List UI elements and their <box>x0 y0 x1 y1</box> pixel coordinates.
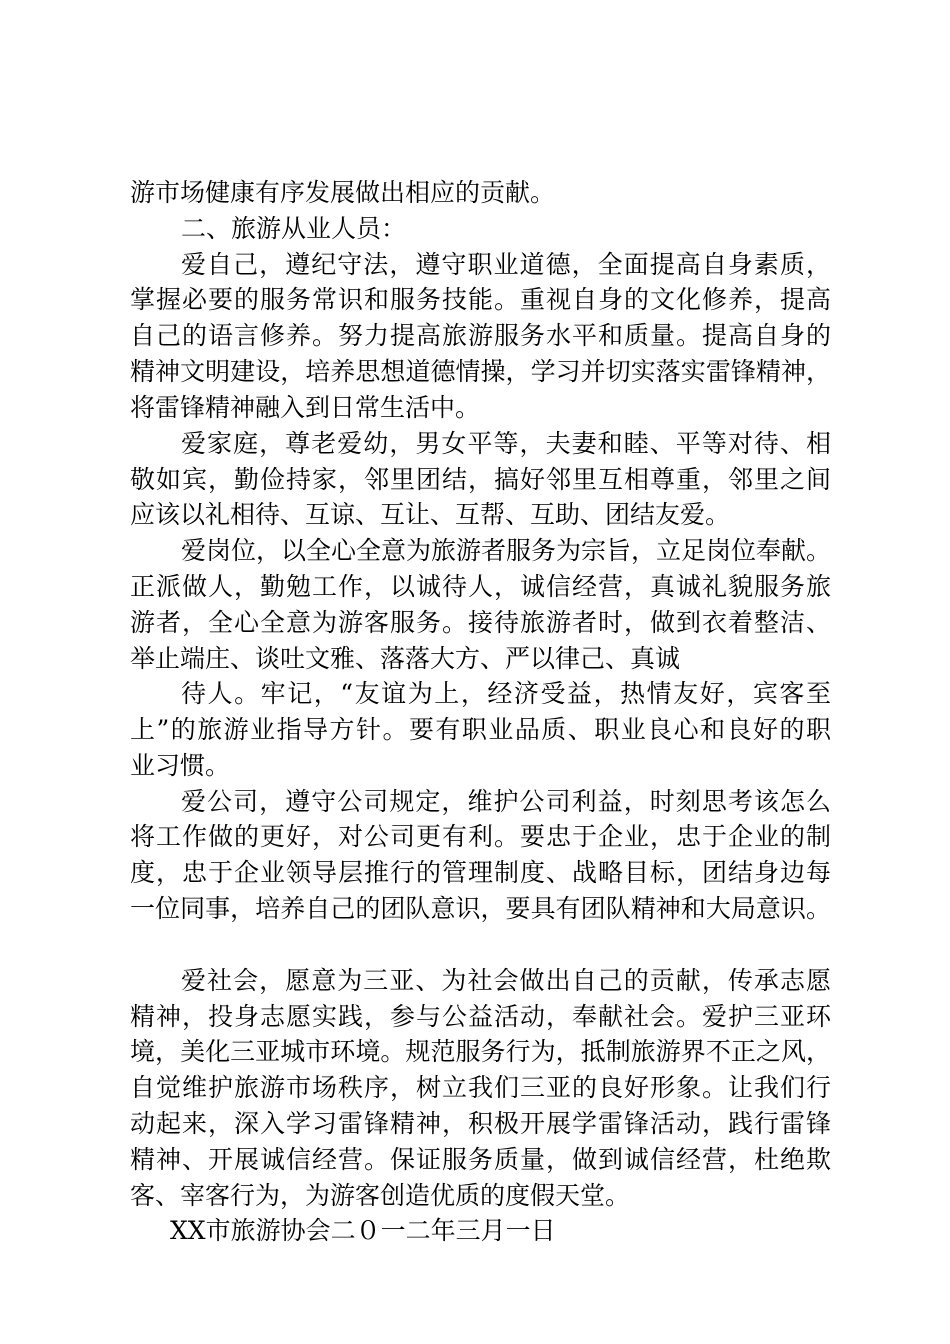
text-line: 应该以礼相待、互谅、互让、互帮、互助、团结友爱。 <box>130 500 731 529</box>
text-line: 爱岗位，以全心全意为旅游者服务为宗旨，立足岗位奉献。 <box>181 536 832 565</box>
text-line: 游市场健康有序发展做出相应的贡献。 <box>130 178 556 207</box>
text-line: 爱家庭，尊老爱幼，男女平等，夫妻和睦、平等对待、相 <box>181 429 831 458</box>
section-heading: 二、旅游从业人员： <box>181 214 407 243</box>
text-line: 爱社会，愿意为三亚、为社会做出自己的贡献，传承志愿 <box>181 966 831 995</box>
text-line: 上”的旅游业指导方针。要有职业品质、职业良心和良好的职 <box>130 715 831 744</box>
text-line: 度，忠于企业领导层推行的管理制度、战略目标，团结身边每 <box>130 858 831 887</box>
text-line: 掌握必要的服务常识和服务技能。重视自身的文化修养，提高 <box>130 285 831 314</box>
text-line: 精神文明建设，培养思想道德情操，学习并切实落实雷锋精神， <box>130 357 831 386</box>
text-line: 业习惯。 <box>130 751 231 780</box>
text-line: 敬如宾，勤俭持家，邻里团结，搞好邻里互相尊重，邻里之间 <box>130 465 831 494</box>
text-line: 自己的语言修养。努力提高旅游服务水平和质量。提高自身的 <box>130 321 831 350</box>
text-line: 自觉维护旅游市场秩序，树立我们三亚的良好形象。让我们行 <box>130 1073 831 1102</box>
text-line: 将工作做的更好，对公司更有利。要忠于企业，忠于企业的制 <box>130 822 831 851</box>
text-line: 正派做人，勤勉工作，以诚待人，诚信经营，真诚礼貌服务旅 <box>130 572 831 601</box>
text-line: 举止端庄、谈吐文雅、落落大方、严以律己、真诚 <box>130 644 681 673</box>
text-line: 待人。牢记，“友谊为上，经济受益，热情友好，宾客至 <box>181 679 831 708</box>
text-line: 精神，投身志愿实践，参与公益活动，奉献社会。爱护三亚环 <box>130 1002 831 1031</box>
text-line: 境，美化三亚城市环境。规范服务行为，抵制旅游界不正之风， <box>130 1037 831 1066</box>
text-line: 客、宰客行为，为游客创造优质的度假天堂。 <box>130 1181 631 1210</box>
text-line: 动起来，深入学习雷锋精神，积极开展学雷锋活动，践行雷锋 <box>130 1109 831 1138</box>
text-line: 将雷锋精神融入到日常生活中。 <box>130 393 481 422</box>
text-line: 游者，全心全意为游客服务。接待旅游者时，做到衣着整洁、 <box>130 608 831 637</box>
text-line: 精神、开展诚信经营。保证服务质量，做到诚信经营，杜绝欺 <box>130 1145 831 1174</box>
signature-line: XX市旅游协会二０一二年三月一日 <box>170 1216 556 1245</box>
text-line: 爱自己，遵纪守法，遵守职业道德，全面提高自身素质， <box>181 250 831 279</box>
text-line: 一位同事，培养自己的团队意识，要具有团队精神和大局意识。 <box>130 894 831 923</box>
text-line: 爱公司，遵守公司规定，维护公司利益，时刻思考该怎么 <box>181 787 831 816</box>
